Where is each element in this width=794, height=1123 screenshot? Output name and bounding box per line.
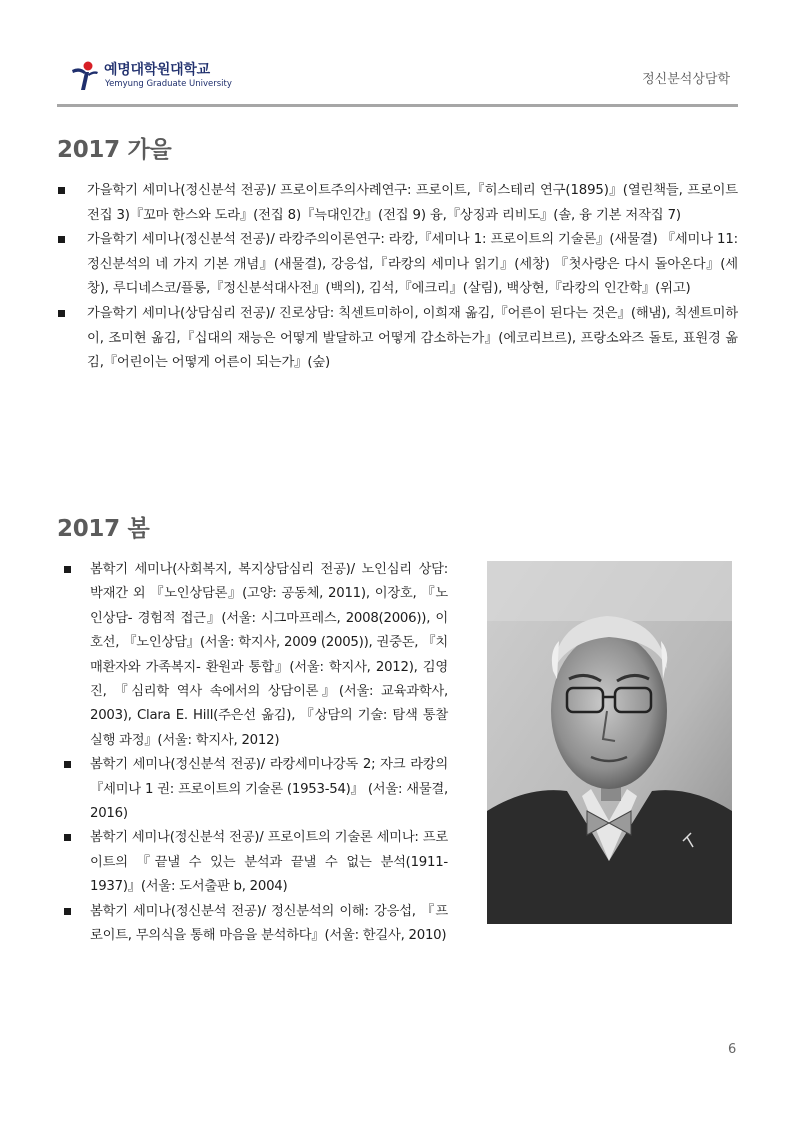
list-item-text: 가을학기 세미나(상담심리 전공)/ 진로상담: 칙센트미하이, 이희재 옮김,『어른이 된다는 것은』(해냄), 칙센트미하이, 조미현 옮김,『십대의 재능은 어떻게 발달하고 어떻게 감소하는가』(에코리브르), 프랑소와즈 돌토, 표원경 옮김,『어린이는 어떻게 어른이 되는가』(숲) (87, 305, 738, 371)
section-title-2017-spring: 2017 봄 (57, 516, 150, 542)
list-item (64, 826, 448, 899)
list-item (57, 228, 738, 302)
list-item (57, 302, 738, 376)
square-bullet-icon (58, 310, 65, 317)
square-bullet-icon (64, 761, 71, 768)
page-header (70, 58, 738, 94)
header-divider (57, 104, 738, 107)
spring-2017-seminar-list (64, 558, 448, 949)
logo-korean-name: 예명대학원대학교 (104, 62, 210, 78)
square-bullet-icon (58, 236, 65, 243)
list-item-text: 봄학기 세미나(정신분석 전공)/ 정신분석의 이해: 강응섭, 『프로이트, 무의식을 통해 마음을 분석하다』(서울: 한길사, 2010) (90, 903, 448, 944)
department-name: 정신분석상담학 (642, 72, 730, 87)
list-item-text: 가을학기 세미나(정신분석 전공)/ 프로이트주의사례연구: 프로이트,『히스테리 연구(1895)』(열린책들, 프로이트전집 3)『꼬마 한스와 도라』(전집 8)『늑대인간』(전집 9) 융,『상징과 리비도』(솔, 융 기본 저작집 7) (87, 183, 738, 223)
list-item-text: 가을학기 세미나(정신분석 전공)/ 라캉주의이론연구: 라캉,『세미나 1: 프로이트의 기술론』(새물결) 『세미나 11: 정신분석의 네 가지 기본 개념』(새물결), 강응섭,『라캉의 세미나 읽기』(세창) 『첫사랑은 다시 돌아온다』(세창), 루디네스코/플롱,『정신분석대사전』(백의), 김석,『에크리』(살림), 백상현,『라캉의 인간학』(위고) (87, 232, 738, 297)
logo-english-name: Yemyung Graduate University (105, 79, 232, 89)
square-bullet-icon (64, 566, 71, 573)
list-item (57, 179, 738, 228)
list-item (64, 900, 448, 949)
list-item (64, 753, 448, 826)
list-item-text: 봄학기 세미나(정신분석 전공)/ 프로이트의 기술론 세미나: 프로이트의 『끝낼 수 있는 분석과 끝낼 수 없는 분석(1911-1937)』(서울: 도서출판 b, 2004) (90, 830, 448, 895)
fall-2017-seminar-list (57, 179, 738, 376)
portrait-photo (487, 561, 732, 924)
list-item-text: 봄학기 세미나(정신분석 전공)/ 라캉세미나강독 2; 자크 라캉의 『세미나 1 권: 프로이트의 기술론 (1953-54)』 (서울: 새물결, 2016) (90, 757, 448, 822)
university-emblem-icon (70, 60, 100, 92)
square-bullet-icon (64, 908, 71, 915)
section-title-2017-fall: 2017 가을 (57, 137, 172, 163)
square-bullet-icon (58, 187, 65, 194)
square-bullet-icon (64, 834, 71, 841)
page-number: 6 (728, 1042, 737, 1057)
list-item (64, 558, 448, 753)
list-item-text: 봄학기 세미나(사회복지, 복지상담심리 전공)/ 노인심리 상담: 박재간 외 『노인상담론』(고양: 공동체, 2011), 이장호, 『노인상담- 경험적 접근』(서울: 시그마프레스, 2008(2006)), 이호선, 『노인상담』(서울: 학지사, 2009 (2005)), 권중돈, 『치매환자와 가족복지- 환원과 통합』(서울: 학지사, 2012), 김영진, 『심리학 역사 속에서의 상담이론』(서울: 교육과학사, 2003), Clara E. Hill(주은선 옮김), 『상담의 기술: 탐색 통찰 실행 과정』(서울: 학지사, 2012) (90, 562, 448, 748)
